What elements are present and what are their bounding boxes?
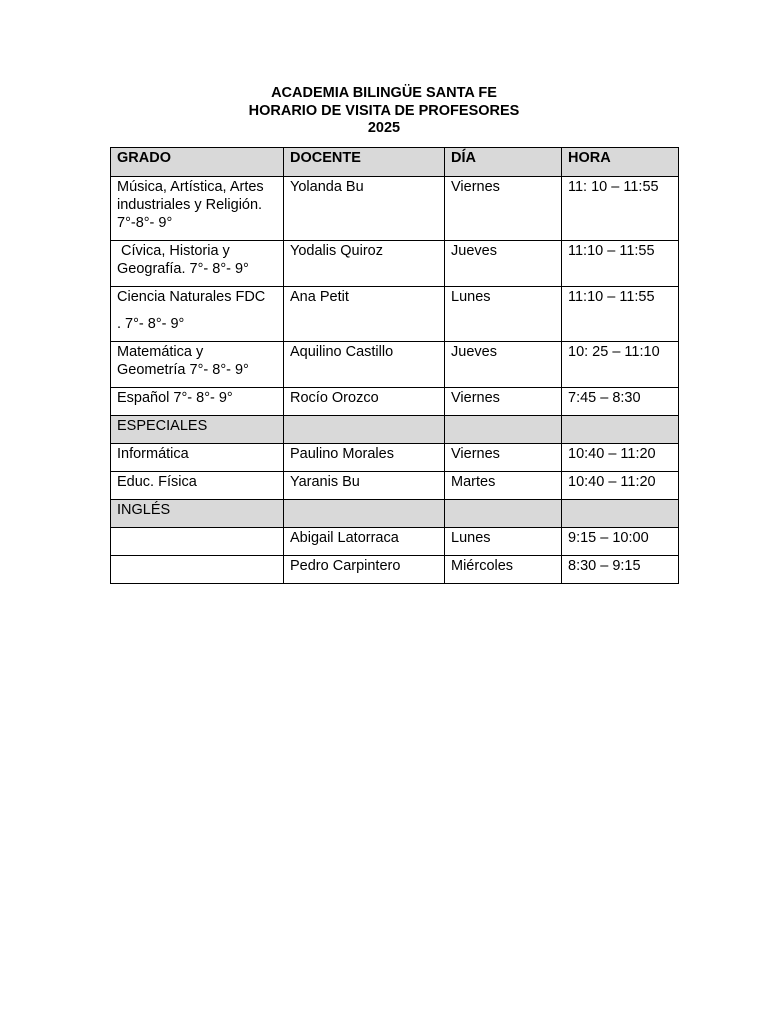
hora-cell: 11:10 – 11:55 [562, 241, 679, 287]
grado-cell [111, 287, 284, 342]
grado-line: industriales y Religión. [117, 197, 263, 213]
grado-cell: Educ. Física [111, 472, 284, 500]
empty-cell [284, 500, 445, 528]
dia-cell: Viernes [445, 444, 562, 472]
docente-cell: Rocío Orozco [284, 388, 445, 416]
docente-cell: Yodalis Quiroz [284, 241, 445, 287]
dia-cell: Martes [445, 472, 562, 500]
table-row [111, 444, 679, 472]
table-row [111, 177, 679, 241]
grado-cell: Español 7°- 8°- 9° [111, 388, 284, 416]
column-header-hora: HORA [562, 148, 679, 177]
docente-cell: Yaranis Bu [284, 472, 445, 500]
grado-cell [111, 241, 284, 287]
grado-line: Cívica, Historia y [117, 243, 230, 259]
table-row [111, 342, 679, 388]
docente-cell: Ana Petit [284, 287, 445, 342]
dia-cell: Viernes [445, 388, 562, 416]
dia-cell: Miércoles [445, 556, 562, 584]
column-header-dia: DÍA [445, 148, 562, 177]
dia-cell: Lunes [445, 528, 562, 556]
docente-cell: Yolanda Bu [284, 177, 445, 241]
section-row-ingles [111, 500, 679, 528]
grado-cell: Informática [111, 444, 284, 472]
hora-cell: 10:40 – 11:20 [562, 444, 679, 472]
column-header-grado: GRADO [111, 148, 284, 177]
docente-cell: Pedro Carpintero [284, 556, 445, 584]
table-row [111, 287, 679, 342]
school-name: ACADEMIA BILINGÜE SANTA FE [271, 85, 497, 101]
table-row [111, 556, 679, 584]
grado-line: Matemática y [117, 344, 204, 360]
table-row [111, 241, 679, 287]
grado-cell [111, 528, 284, 556]
dia-cell: Jueves [445, 342, 562, 388]
hora-cell: 11:10 – 11:55 [562, 287, 679, 342]
empty-cell [562, 416, 679, 444]
hora-cell: 7:45 – 8:30 [562, 388, 679, 416]
table-row [111, 472, 679, 500]
grado-line: Geografía. 7°- 8°- 9° [117, 261, 249, 277]
section-label: ESPECIALES [111, 416, 284, 444]
hora-cell: 10: 25 – 11:10 [562, 342, 679, 388]
empty-cell [445, 416, 562, 444]
hora-cell: 8:30 – 9:15 [562, 556, 679, 584]
grado-line: Geometría 7°- 8°- 9° [117, 362, 249, 378]
grado-cell [111, 177, 284, 241]
table-row [111, 388, 679, 416]
empty-cell [445, 500, 562, 528]
hora-cell: 10:40 – 11:20 [562, 472, 679, 500]
grado-line: 7°-8°- 9° [117, 215, 173, 231]
dia-cell: Jueves [445, 241, 562, 287]
grado-line: . 7°- 8°- 9° [117, 316, 185, 332]
grado-line: Ciencia Naturales FDC [117, 289, 266, 305]
docente-cell: Abigail Latorraca [284, 528, 445, 556]
dia-cell: Lunes [445, 287, 562, 342]
dia-cell: Viernes [445, 177, 562, 241]
schedule-title: HORARIO DE VISITA DE PROFESORES [248, 102, 520, 119]
grado-line: Música, Artística, Artes [117, 179, 264, 195]
grado-cell [111, 342, 284, 388]
teacher-visit-schedule-table [110, 147, 679, 584]
grado-cell [111, 556, 284, 584]
schedule-year: 2025 [367, 120, 401, 136]
column-header-docente: DOCENTE [284, 148, 445, 177]
section-row-especiales [111, 416, 679, 444]
table-header-row [111, 148, 679, 177]
document-header [0, 85, 768, 138]
docente-cell: Aquilino Castillo [284, 342, 445, 388]
docente-cell: Paulino Morales [284, 444, 445, 472]
table-row [111, 528, 679, 556]
section-label: INGLÉS [111, 500, 284, 528]
empty-cell [562, 500, 679, 528]
hora-cell: 9:15 – 10:00 [562, 528, 679, 556]
hora-cell: 11: 10 – 11:55 [562, 177, 679, 241]
empty-cell [284, 416, 445, 444]
